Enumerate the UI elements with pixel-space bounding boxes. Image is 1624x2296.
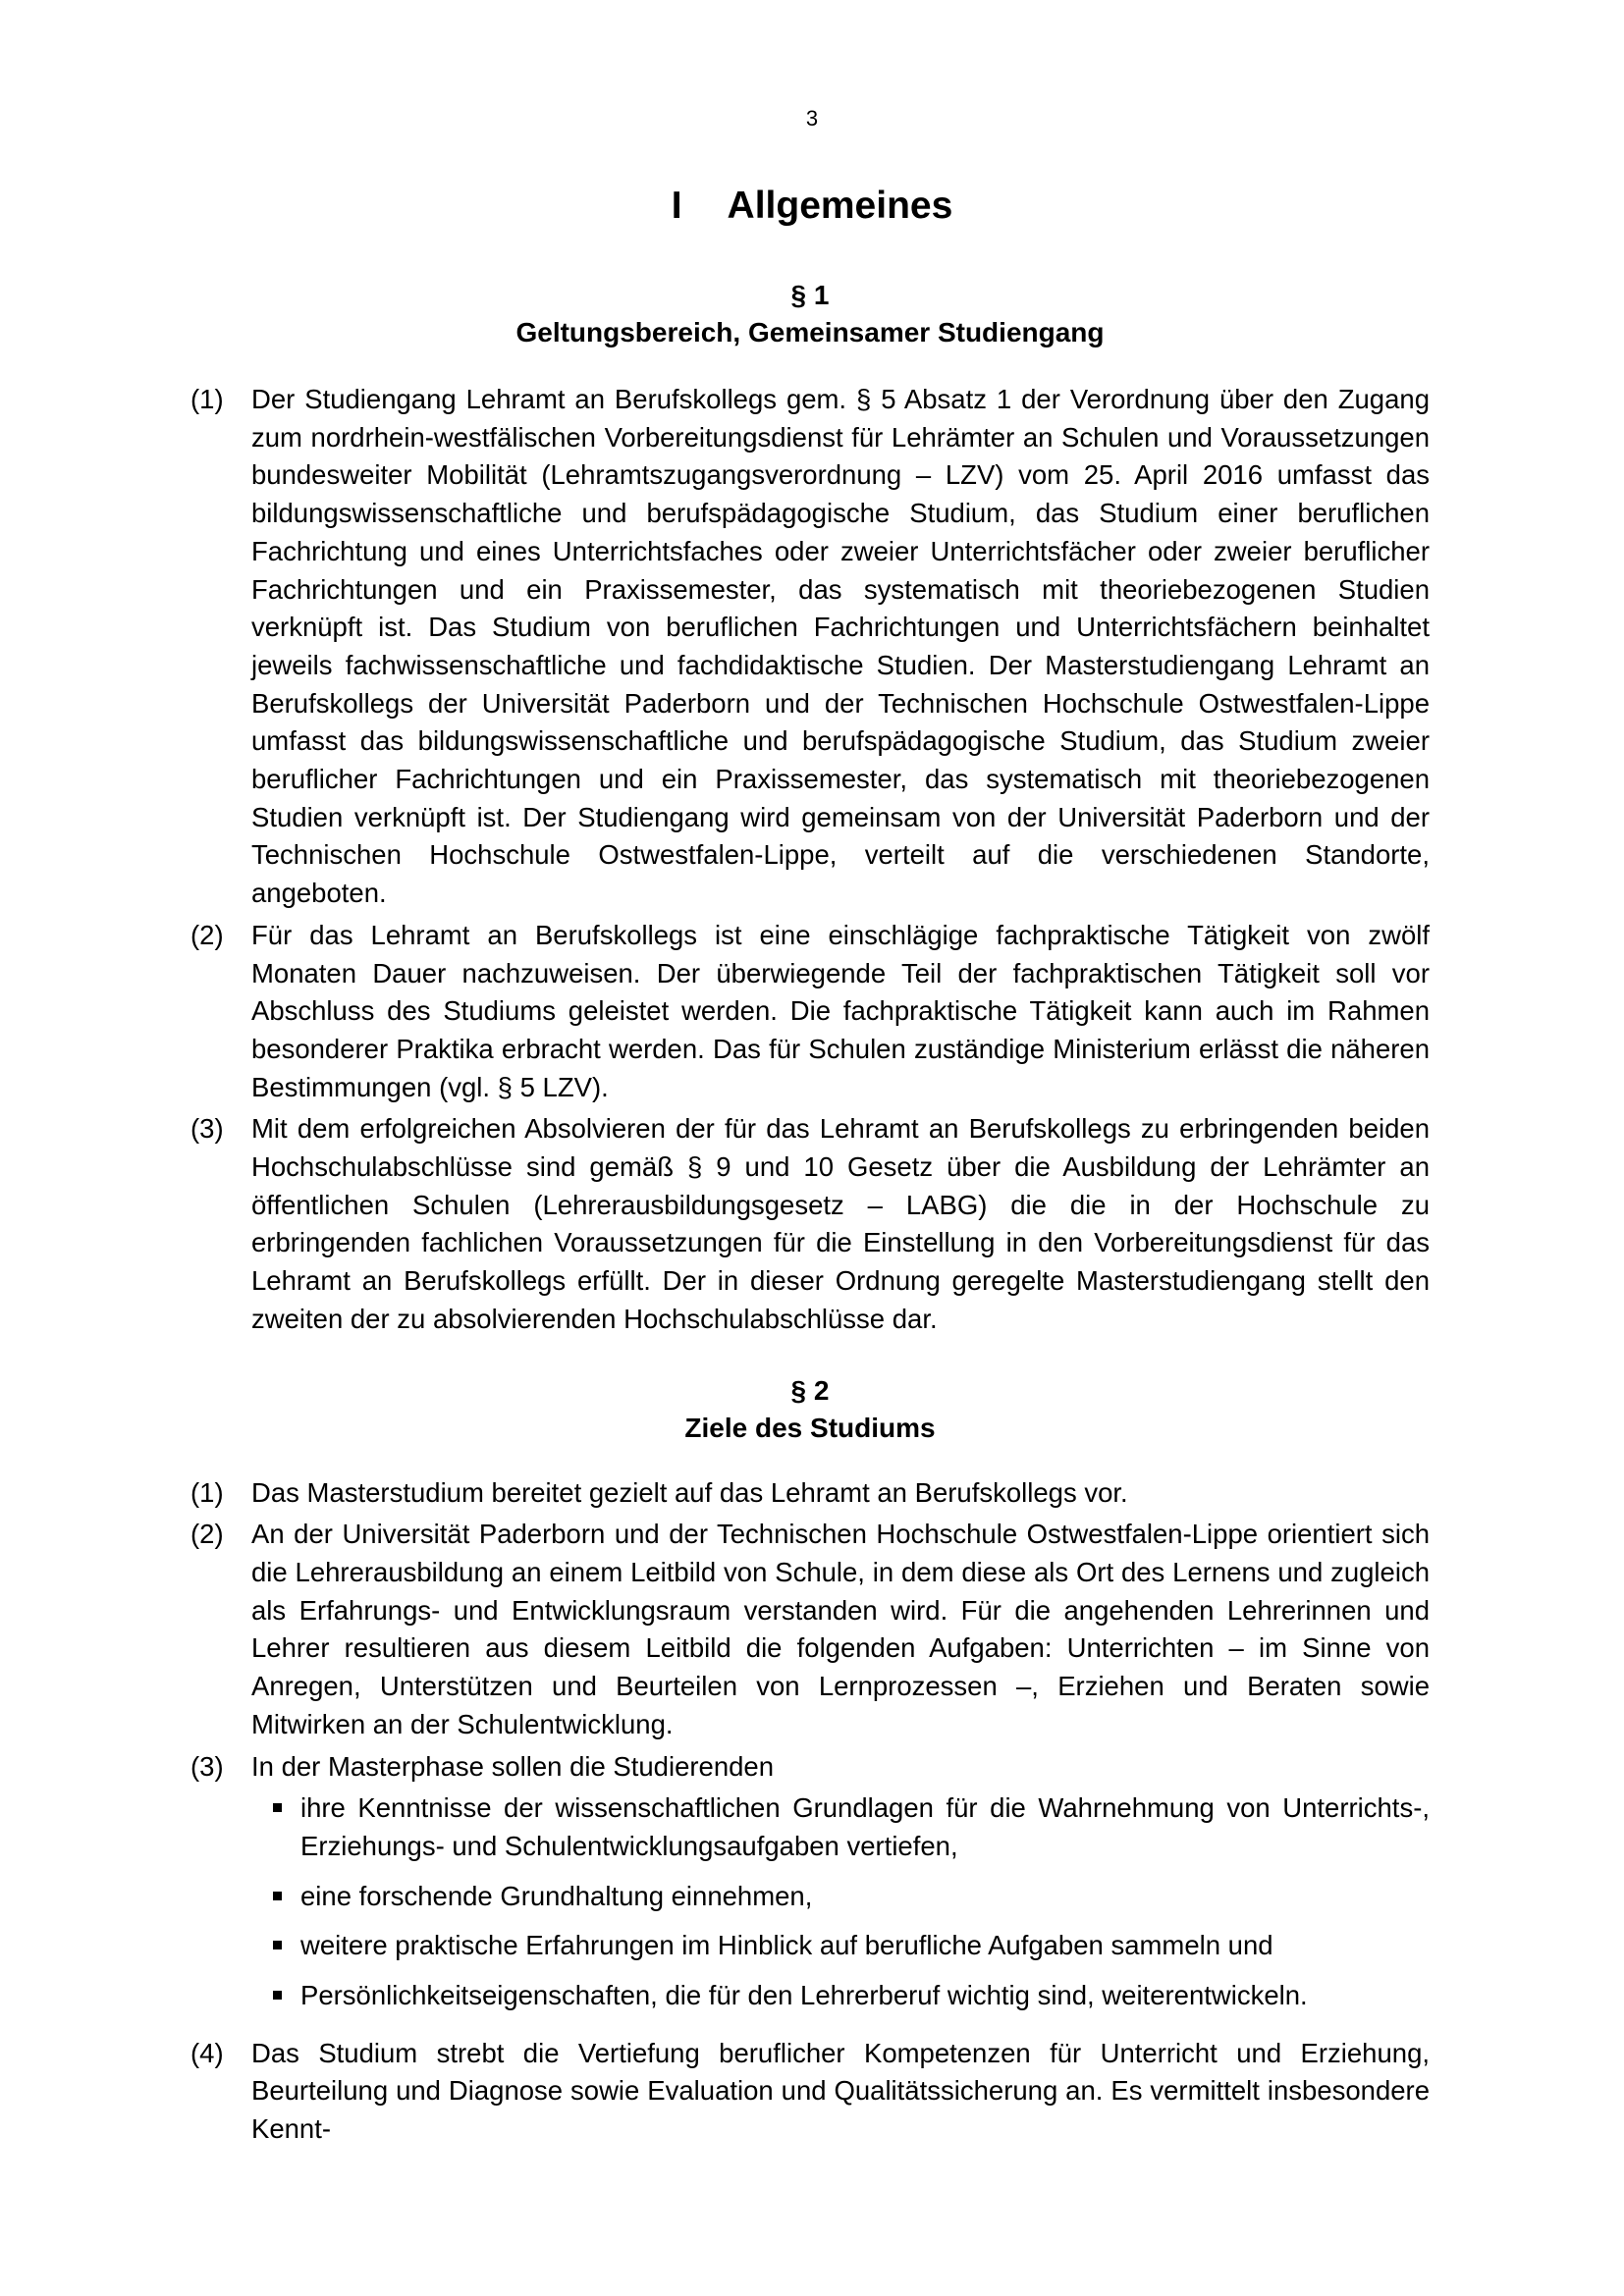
square-bullet-icon [251,1878,300,1916]
paragraph-number: (4) [190,2037,224,2068]
paragraph-number: (1) [190,1476,224,1508]
list-item [251,1789,1430,1865]
list-item-text: ihre Kenntnisse der wissenschaftlichen Grundlagen für die Wahrnehmung von Unterrichts-, Erziehungs- und Schulentwicklungsaufgaben vertiefen, [300,1792,1430,1861]
paragraph-number: (3) [190,1750,224,1782]
section-1-title: Geltungsbereich, Gemeinsamer Studiengang [515,317,1105,347]
list-item [251,1927,1430,1965]
square-bullet-icon [251,1977,300,2015]
paragraph-number: (3) [190,1113,224,1145]
list-item-text: Persönlichkeitseigenschaften, die für den Lehrerberuf wichtig sind, weiterentwickeln. [300,1980,1308,2011]
paragraph-text [251,1748,1430,2027]
paragraph-text: Mit dem erfolgreichen Absolvieren der für das Lehramt an Berufskollegs zu erbringenden beiden Hochschulabschlüsse sind gemäß § 9 und 10 Gesetz über die Ausbildung der Lehrämter an öffentlichen Schulen (Lehrerausbildungsgesetz – LABG) die die in der Hochschule zu erbringenden fachlichen Voraussetzungen für die Einstellung in den Vorbereitungsdienst für das Lehramt an Berufskollegs erfüllt. Der in dieser Ordnung geregelte Masterstudiengang stellt den zweiten der zu absolvierenden Hochschulabschlüsse dar. [251,1113,1430,1334]
page-number: 3 [805,106,819,131]
document-body [190,277,1430,2153]
square-bullet-icon [251,1927,300,1965]
section-2-paragraph-3 [190,1748,1430,2027]
section-2-number: § 2 [790,1374,830,1406]
section-1-number: § 1 [790,280,830,310]
section-2-paragraph-2 [190,1516,1430,1743]
paragraph-intro: In der Masterphase sollen die Studierenden [251,1750,775,1782]
section-1-paragraph-2 [190,917,1430,1107]
chapter-title [0,185,1624,228]
square-bullet-icon [251,1789,300,1865]
section-2-paragraph-1 [190,1474,1430,1513]
paragraph-text: An der Universität Paderborn und der Technischen Hochschule Ostwestfalen-Lippe orientiert sich die Lehrerausbildung an einem Leitbild von Schule, in dem diese als Ort des Lernens und zugleich als Erfahrungs- und Entwicklungsraum verstanden wird. Für die angehenden Lehrerinnen und Lehrer resultieren aus diesem Leitbild die folgenden Aufgaben: Unterrichten – im Sinne von Anregen, Unterstützen und Beurteilen von Lernprozessen –, Erziehen und Beraten sowie Mitwirken an der Schulentwicklung. [251,1519,1430,1739]
paragraph-text: Für das Lehramt an Berufskollegs ist eine einschlägige fachpraktische Tätigkeit von zwölf Monaten Dauer nachzuweisen. Der überwiegende Teil der fachpraktischen Tätigkeit soll vor Abschluss des Studiums geleistet werden. Die fachpraktische Tätigkeit kann auch im Rahmen besonderer Praktika erbracht werden. Das für Schulen zuständige Ministerium erlässt die näheren Bestimmungen (vgl. § 5 LZV). [251,919,1430,1102]
section-1-paragraph-1 [190,381,1430,913]
section-1-heading [190,277,1430,351]
list-item [251,1878,1430,1916]
paragraph-text: Das Masterstudium bereitet gezielt auf das Lehramt an Berufskollegs vor. [251,1476,1128,1508]
section-2-paragraph-4 [190,2035,1430,2149]
list-item [251,1977,1430,2015]
chapter-number: I [671,185,682,227]
section-2-heading [190,1372,1430,1447]
paragraph-number: (1) [190,384,224,414]
bullet-list [251,1789,1430,2015]
list-item-text: weitere praktische Erfahrungen im Hinblick auf berufliche Aufgaben sammeln und [300,1930,1273,1961]
paragraph-number: (2) [190,1519,224,1550]
paragraph-number: (2) [190,919,224,950]
section-2-title: Ziele des Studiums [684,1412,936,1443]
chapter-title-text: Allgemeines [727,185,953,227]
paragraph-text: Das Studium strebt die Vertiefung beruflicher Kompetenzen für Unterricht und Erziehung, Beurteilung und Diagnose sowie Evaluation und Qualitätssicherung an. Es vermittelt insbesondere Kennt- [251,2037,1430,2145]
paragraph-text: Der Studiengang Lehramt an Berufskollegs gem. § 5 Absatz 1 der Verordnung über den Zugang zum nordrhein-westfälischen Vorbereitungsdienst für Lehrämter an Schulen und Voraussetzungen bundesweiter Mobilität (Lehramtszugangsverordnung – LZV) vom 25. April 2016 umfasst das bildungswissenschaftliche und berufspädagogische Studium, das Studium einer beruflichen Fachrichtung und eines Unterrichtsfaches oder zweier Unterrichtsfächer oder zweier beruflicher Fachrichtungen und ein Praxissemester, das systematisch mit theoriebezogenen Studien verknüpft ist. Das Studium von beruflichen Fachrichtungen und Unterrichtsfächern beinhaltet jeweils fachwissenschaftliche und fachdidaktische Studien. Der Masterstudiengang Lehramt an Berufskollegs der Universität Paderborn und der Technischen Hochschule Ostwestfalen-Lippe umfasst das bildungswissenschaftliche und berufspädagogische Studium, das Studium zweier beruflicher Fachrichtungen und ein Praxissemester, das systematisch mit theoriebezogenen Studien verknüpft ist. Der Studiengang wird gemeinsam von der Universität Paderborn und der Technischen Hochschule Ostwestfalen-Lippe, verteilt auf die verschiedenen Standorte, angeboten. [251,384,1430,909]
section-1-paragraph-3 [190,1110,1430,1338]
list-item-text: eine forschende Grundhaltung einnehmen, [300,1880,813,1911]
